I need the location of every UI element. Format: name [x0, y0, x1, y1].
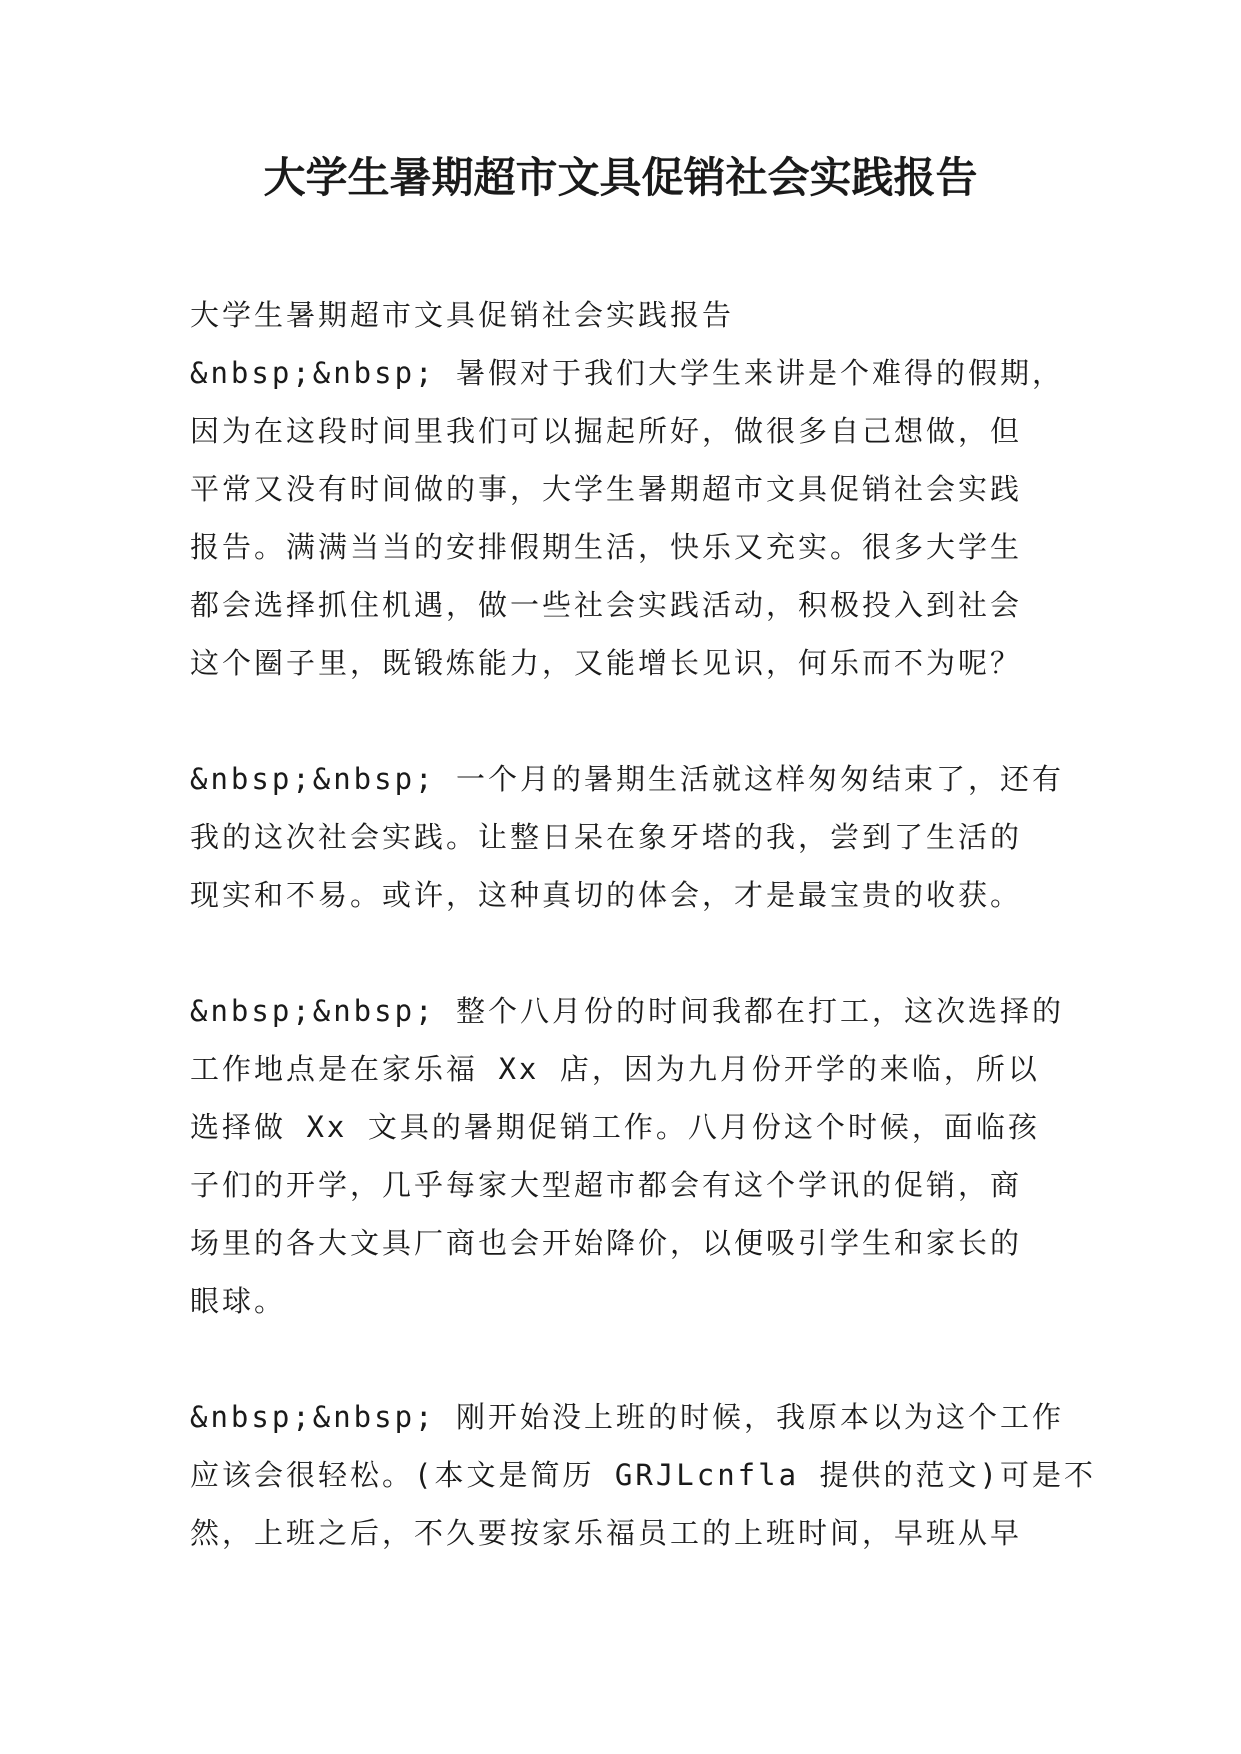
text-line: 工作地点是在家乐福 Xx 店，因为九月份开学的来临，所以: [190, 1052, 1040, 1086]
text-line: 应该会很轻松。(本文是简历 GRJLcnfla 提供的范文)可是不: [190, 1458, 1096, 1492]
text-line: 场里的各大文具厂商也会开始降价，以便吸引学生和家长的: [190, 1226, 1023, 1260]
text-line: 现实和不易。或许，这种真切的体会，才是最宝贵的收获。: [190, 878, 1023, 912]
text-line: 眼球。: [190, 1284, 287, 1318]
text-line: 大学生暑期超市文具促销社会实践报告: [190, 298, 735, 332]
text-line: 这个圈子里，既锻炼能力，又能增长见识，何乐而不为呢？: [190, 646, 1023, 680]
text-line: 报告。满满当当的安排假期生活，快乐又充实。很多大学生: [190, 530, 1023, 564]
document-title: 大学生暑期超市文具促销社会实践报告: [263, 153, 978, 202]
text-line: 因为在这段时间里我们可以掘起所好，做很多自己想做，但: [190, 414, 1023, 448]
text-line: &nbsp;&nbsp; 整个八月份的时间我都在打工，这次选择的: [190, 994, 1064, 1028]
text-line: &nbsp;&nbsp; 刚开始没上班的时候，我原本以为这个工作: [190, 1400, 1064, 1434]
text-line: 选择做 Xx 文具的暑期促销工作。八月份这个时候，面临孩: [190, 1110, 1040, 1144]
text-line: 然，上班之后，不久要按家乐福员工的上班时间，早班从早: [190, 1516, 1023, 1550]
paragraph-gap: [190, 692, 1070, 750]
text-line: 平常又没有时间做的事，大学生暑期超市文具促销社会实践: [190, 472, 1023, 506]
paragraph-gap: [190, 924, 1070, 982]
text-line: &nbsp;&nbsp; 暑假对于我们大学生来讲是个难得的假期，: [190, 356, 1064, 390]
paragraph-gap: [190, 1330, 1070, 1388]
text-line: 子们的开学，几乎每家大型超市都会有这个学讯的促销，商: [190, 1168, 1023, 1202]
text-line: 都会选择抓住机遇，做一些社会实践活动，积极投入到社会: [190, 588, 1023, 622]
document-body: [190, 286, 1096, 1562]
text-line: &nbsp;&nbsp; 一个月的暑期生活就这样匆匆结束了，还有: [190, 762, 1064, 796]
text-line: 我的这次社会实践。让整日呆在象牙塔的我，尝到了生活的: [190, 820, 1023, 854]
